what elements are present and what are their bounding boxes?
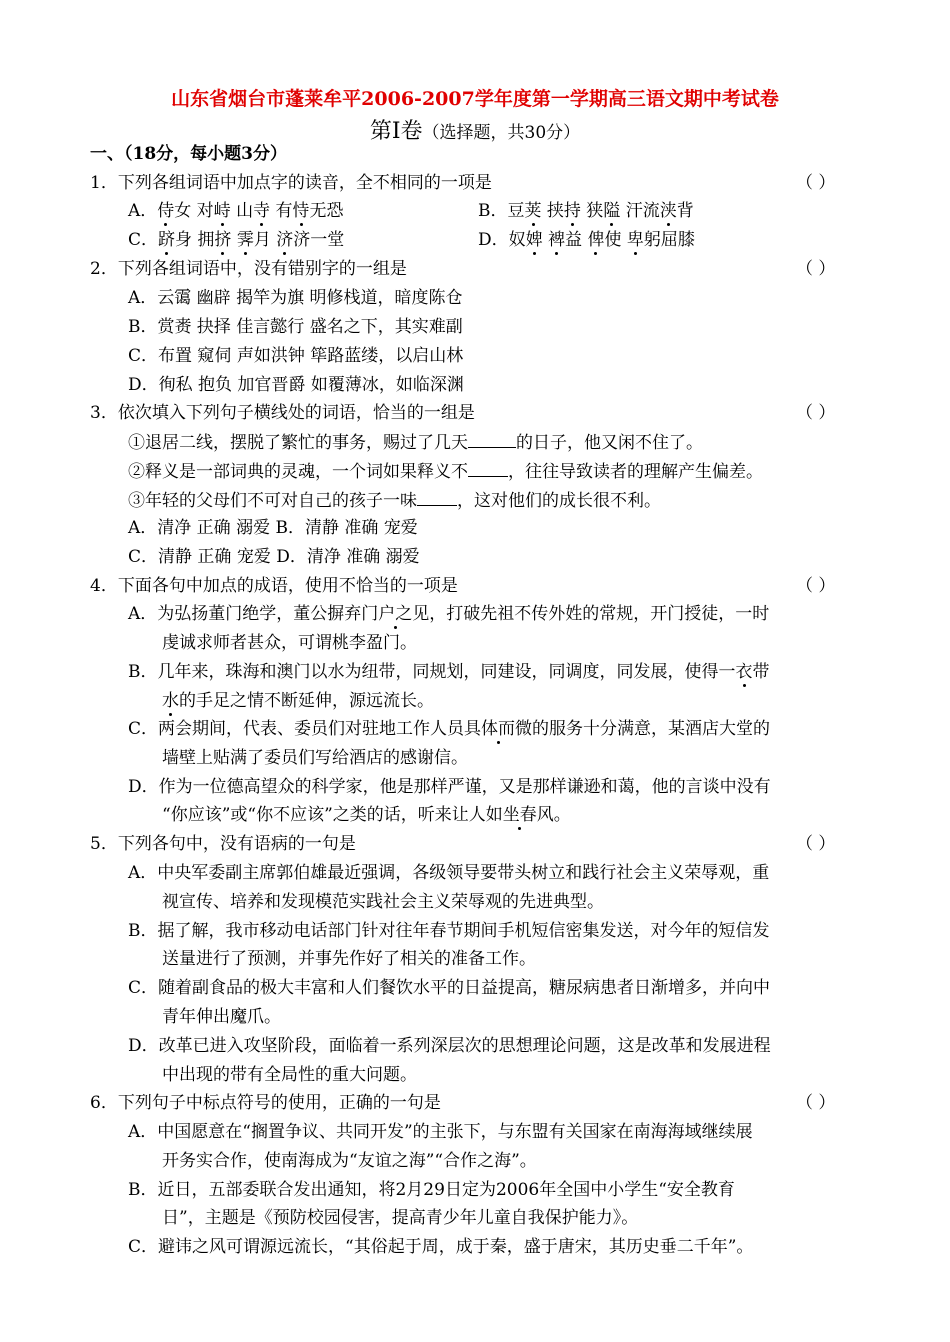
q2-option-b: B．赏赉 抉择 佳言懿行 盛名之下，其实难副: [128, 317, 463, 337]
q5-option-d-line2: 中出现的带有全局性的重大问题。: [162, 1065, 417, 1085]
q4-option-d-line1: D．作为一位德高望众的科学家，他是那样严谨，又是那样谦逊和蔼，他的言谈中没有: [128, 777, 771, 797]
volume-heading: [0, 114, 950, 145]
q2-option-d: D．徇私 抱负 加官晋爵 如覆薄冰，如临深渊: [128, 375, 464, 395]
q4-option-d-line2: “你应该”或“你不应该”之类的话，听来让人如坐春风。: [162, 805, 571, 825]
q6-option-c-line1: C．避讳之风可谓源远流长，“其俗起于周，成于秦，盛于唐宋，其历史垂二千年”。: [128, 1237, 754, 1257]
q5-option-b-line2: 送量进行了预测，并事先作好了相关的准备工作。: [162, 949, 536, 969]
exam-title: 山东省烟台市蓬莱牟平2006-2007学年度第一学期高三语文期中考试卷: [171, 88, 779, 110]
q2-option-c: C．布置 窥伺 声如洪钟 筚路蓝缕，以启山林: [128, 346, 464, 366]
q1-option-b: B．豆荚 挟持 狭隘 汗流浃背: [478, 201, 694, 221]
fill-blank-3: [417, 489, 457, 506]
q4-option-a-line2: 虔诚求师者甚众，可谓桃李盈门。: [162, 633, 417, 653]
section-heading: 一、（18分，每小题3分）: [90, 144, 287, 164]
question-2-stem: 2．下列各组词语中，没有错别字的一组是: [90, 259, 407, 279]
answer-paren-5: （ ）: [796, 834, 836, 854]
q3-options-ab: A．清净 正确 溺爱 B．清静 准确 宠爱: [128, 518, 418, 538]
q4-option-b-line2: 水的手足之情不断延伸，源远流长。: [162, 691, 434, 711]
q3-sentence-1: ①退居二线，摆脱了繁忙的事务，赐过了几天 的日子，他又闲不住了。: [128, 433, 703, 453]
q6-option-a-line2: 开务实合作，使南海成为“友谊之海”“合作之海”。: [162, 1151, 537, 1171]
fill-blank-2: [468, 460, 508, 477]
q4-option-a-line1: A．为弘扬董门绝学，董公摒弃门户之见，打破先祖不传外姓的常规，开门授徒，一时: [128, 604, 770, 624]
answer-paren-3: （ ）: [796, 403, 836, 423]
q1-option-c: C．跻身 拥挤 霁月 济济一堂: [128, 230, 345, 250]
answer-paren-6: （ ）: [796, 1093, 836, 1113]
question-5-stem: 5．下列各句中，没有语病的一句是: [90, 834, 356, 854]
answer-paren-1: （ ）: [796, 173, 836, 193]
question-3-stem: 3．依次填入下列句子横线处的词语，恰当的一组是: [90, 403, 475, 423]
question-4-stem: 4．下面各句中加点的成语，使用不恰当的一项是: [90, 576, 458, 596]
q3-options-cd: C．清静 正确 宠爱 D．清净 准确 溺爱: [128, 547, 420, 567]
q4-option-c-line1: C．两会期间，代表、委员们对驻地工作人员具体而微的服务十分满意，某酒店大堂的: [128, 719, 771, 739]
q2-option-a: A．云霭 幽辟 揭竿为旗 明修栈道，暗度陈仓: [128, 288, 463, 308]
q5-option-a-line2: 视宣传、培养和发现模范实践社会主义荣辱观的先进典型。: [162, 892, 604, 912]
volume-number: 第Ⅰ卷: [369, 119, 423, 144]
q1-option-d: D．奴婢 裨益 俾使 卑躬屈膝: [478, 230, 695, 250]
q6-option-b-line2: 日”，主题是《预防校园侵害，提高青少年儿童自我保护能力》。: [162, 1208, 639, 1228]
q3-sentence-2: ②释义是一部词典的灵魂，一个词如果释义不 ，往往导致读者的理解产生偏差。: [128, 462, 763, 482]
q5-option-c-line1: C．随着副食品的极大丰富和人们餐饮水平的日益提高，糖尿病患者日渐增多，并向中: [128, 978, 771, 998]
q5-option-d-line1: D．改革已进入攻坚阶段，面临着一系列深层次的思想理论问题，这是改革和发展进程: [128, 1036, 771, 1056]
q4-option-b-line1: B．几年来，珠海和澳门以水为纽带，同规划，同建设，同调度，同发展，使得一衣带: [128, 662, 770, 682]
question-1-stem: 1．下列各组词语中加点字的读音，全不相同的一项是: [90, 173, 492, 193]
q4-option-c-line2: 墙壁上贴满了委员们写给酒店的感谢信。: [162, 748, 468, 768]
q6-option-b-line1: B．近日，五部委联合发出通知，将2月29日定为2006年全国中小学生“安全教育: [128, 1180, 735, 1200]
q6-option-a-line1: A．中国愿意在“搁置争议、共同开发”的主张下，与东盟有关国家在南海海域继续展: [128, 1122, 753, 1142]
q5-option-b-line1: B．据了解，我市移动电话部门针对往年春节期间手机短信密集发送，对今年的短信发: [128, 921, 770, 941]
volume-note: （选择题，共30分）: [422, 123, 581, 143]
q5-option-c-line2: 青年伸出魔爪。: [162, 1007, 281, 1027]
fill-blank-1: [468, 431, 516, 448]
q3-sentence-3: ③年轻的父母们不可对自己的孩子一味 ，这对他们的成长很不利。: [128, 491, 661, 511]
question-6-stem: 6．下列句子中标点符号的使用，正确的一句是: [90, 1093, 441, 1113]
answer-paren-2: （ ）: [796, 259, 836, 279]
q1-option-a: A．侍女 对峙 山寺 有恃无恐: [128, 201, 344, 221]
answer-paren-4: （ ）: [796, 576, 836, 596]
q5-option-a-line1: A．中央军委副主席郭伯雄最近强调，各级领导要带头树立和践行社会主义荣辱观，重: [128, 863, 770, 883]
